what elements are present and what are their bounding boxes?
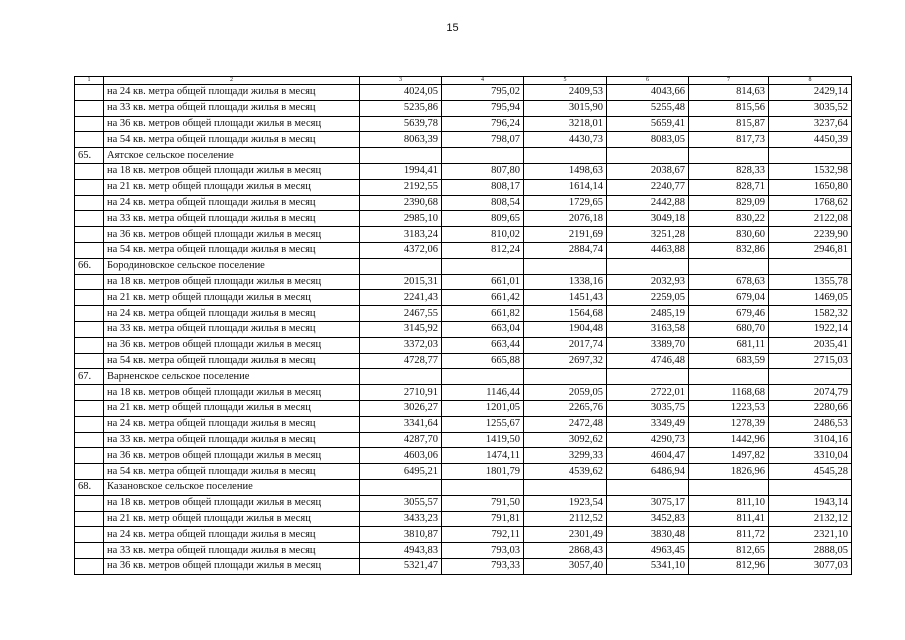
value-cell-col-5: 2076,18 — [524, 211, 607, 227]
value-cell-col-8: 1922,14 — [769, 321, 852, 337]
value-cell-col-5: 2059,05 — [524, 385, 607, 401]
area-norm-label: на 21 кв. метр общей площади жилья в месяц — [104, 179, 360, 195]
row-number — [75, 511, 104, 527]
value-cell-col-6: 6486,94 — [607, 464, 689, 480]
value-cell-col-7: 1278,39 — [689, 416, 769, 432]
area-norm-label: на 36 кв. метров общей площади жилья в месяц — [104, 116, 360, 132]
value-cell-col-6: 5255,48 — [607, 100, 689, 116]
value-cell-col-7 — [689, 479, 769, 495]
value-cell-col-3: 4728,77 — [360, 353, 442, 369]
value-cell-col-6: 3251,28 — [607, 227, 689, 243]
value-cell-col-7: 683,59 — [689, 353, 769, 369]
value-cell-col-3: 3183,24 — [360, 227, 442, 243]
row-number — [75, 432, 104, 448]
value-cell-col-8: 2132,12 — [769, 511, 852, 527]
value-cell-col-7: 811,72 — [689, 527, 769, 543]
value-cell-col-3: 4603,06 — [360, 448, 442, 464]
value-cell-col-7: 1168,68 — [689, 385, 769, 401]
row-number: 66. — [75, 258, 104, 274]
value-cell-col-6: 4290,73 — [607, 432, 689, 448]
table-row — [75, 242, 852, 258]
tariff-table — [74, 76, 852, 575]
value-cell-col-3: 2241,43 — [360, 290, 442, 306]
row-number — [75, 163, 104, 179]
area-norm-label: на 24 кв. метра общей площади жилья в месяц — [104, 306, 360, 322]
value-cell-col-4: 1801,79 — [442, 464, 524, 480]
value-cell-col-7: 829,09 — [689, 195, 769, 211]
value-cell-col-5: 1904,48 — [524, 321, 607, 337]
row-number — [75, 416, 104, 432]
row-number — [75, 495, 104, 511]
settlement-name: Аятское сельское поселение — [104, 148, 360, 164]
value-cell-col-5: 2017,74 — [524, 337, 607, 353]
value-cell-col-6: 4043,66 — [607, 85, 689, 101]
value-cell-col-5: 4539,62 — [524, 464, 607, 480]
value-cell-col-7: 814,63 — [689, 85, 769, 101]
value-cell-col-4: 1419,50 — [442, 432, 524, 448]
value-cell-col-3: 3145,92 — [360, 321, 442, 337]
value-cell-col-4: 661,82 — [442, 306, 524, 322]
row-number — [75, 448, 104, 464]
value-cell-col-4: 1255,67 — [442, 416, 524, 432]
value-cell-col-8: 1650,80 — [769, 179, 852, 195]
value-cell-col-3: 2985,10 — [360, 211, 442, 227]
row-number: 68. — [75, 479, 104, 495]
value-cell-col-7 — [689, 258, 769, 274]
settlement-name: Казановское сельское поселение — [104, 479, 360, 495]
value-cell-col-6: 4963,45 — [607, 543, 689, 559]
area-norm-label: на 24 кв. метра общей площади жилья в месяц — [104, 195, 360, 211]
value-cell-col-8: 1582,32 — [769, 306, 852, 322]
value-cell-col-4: 663,44 — [442, 337, 524, 353]
value-cell-col-6: 5659,41 — [607, 116, 689, 132]
table-row — [75, 179, 852, 195]
column-number: 7 — [689, 77, 769, 85]
value-cell-col-5 — [524, 369, 607, 385]
value-cell-col-3: 4024,05 — [360, 85, 442, 101]
row-number — [75, 116, 104, 132]
value-cell-col-6: 3452,83 — [607, 511, 689, 527]
table-row — [75, 100, 852, 116]
table-row — [75, 495, 852, 511]
row-number: 67. — [75, 369, 104, 385]
area-norm-label: на 24 кв. метра общей площади жилья в месяц — [104, 416, 360, 432]
value-cell-col-7: 679,46 — [689, 306, 769, 322]
value-cell-col-3: 3055,57 — [360, 495, 442, 511]
value-cell-col-4: 791,50 — [442, 495, 524, 511]
value-cell-col-8: 2486,53 — [769, 416, 852, 432]
value-cell-col-8: 4545,28 — [769, 464, 852, 480]
table-row — [75, 511, 852, 527]
value-cell-col-6: 8083,05 — [607, 132, 689, 148]
value-cell-col-4: 1201,05 — [442, 400, 524, 416]
value-cell-col-5: 2884,74 — [524, 242, 607, 258]
area-norm-label: на 54 кв. метра общей площади жилья в месяц — [104, 132, 360, 148]
value-cell-col-3 — [360, 148, 442, 164]
area-norm-label: на 18 кв. метров общей площади жилья в месяц — [104, 163, 360, 179]
value-cell-col-6 — [607, 258, 689, 274]
value-cell-col-5 — [524, 258, 607, 274]
row-number — [75, 337, 104, 353]
value-cell-col-5 — [524, 148, 607, 164]
row-number — [75, 179, 104, 195]
value-cell-col-4 — [442, 148, 524, 164]
value-cell-col-6 — [607, 369, 689, 385]
table-row — [75, 321, 852, 337]
column-number: 2 — [104, 77, 360, 85]
value-cell-col-6: 2722,01 — [607, 385, 689, 401]
value-cell-col-5: 3218,01 — [524, 116, 607, 132]
column-number: 4 — [442, 77, 524, 85]
value-cell-col-8: 2239,90 — [769, 227, 852, 243]
value-cell-col-3: 4372,06 — [360, 242, 442, 258]
value-cell-col-4: 798,07 — [442, 132, 524, 148]
value-cell-col-5: 1564,68 — [524, 306, 607, 322]
value-cell-col-4: 791,81 — [442, 511, 524, 527]
value-cell-col-7: 830,60 — [689, 227, 769, 243]
value-cell-col-4 — [442, 258, 524, 274]
value-cell-col-5: 1729,65 — [524, 195, 607, 211]
area-norm-label: на 24 кв. метра общей площади жилья в месяц — [104, 527, 360, 543]
table-row — [75, 527, 852, 543]
value-cell-col-6: 3049,18 — [607, 211, 689, 227]
value-cell-col-3: 4287,70 — [360, 432, 442, 448]
area-norm-label: на 33 кв. метра общей площади жилья в месяц — [104, 432, 360, 448]
table-row — [75, 464, 852, 480]
value-cell-col-8: 2946,81 — [769, 242, 852, 258]
row-number: 65. — [75, 148, 104, 164]
value-cell-col-8: 3237,64 — [769, 116, 852, 132]
value-cell-col-7: 678,63 — [689, 274, 769, 290]
value-cell-col-8 — [769, 479, 852, 495]
settlement-name: Бородиновское сельское поселение — [104, 258, 360, 274]
value-cell-col-3 — [360, 479, 442, 495]
value-cell-col-7: 830,22 — [689, 211, 769, 227]
value-cell-col-7: 1497,82 — [689, 448, 769, 464]
value-cell-col-5: 3092,62 — [524, 432, 607, 448]
value-cell-col-8: 1768,62 — [769, 195, 852, 211]
row-number — [75, 527, 104, 543]
value-cell-col-6: 3389,70 — [607, 337, 689, 353]
table-row — [75, 448, 852, 464]
value-cell-col-8: 2888,05 — [769, 543, 852, 559]
row-number — [75, 321, 104, 337]
page-number: 15 — [446, 22, 459, 34]
table-row — [75, 195, 852, 211]
value-cell-col-6: 2032,93 — [607, 274, 689, 290]
value-cell-col-4: 812,24 — [442, 242, 524, 258]
value-cell-col-8 — [769, 148, 852, 164]
table-row — [75, 337, 852, 353]
table-row — [75, 85, 852, 101]
column-number: 5 — [524, 77, 607, 85]
value-cell-col-6: 4604,47 — [607, 448, 689, 464]
value-cell-col-8 — [769, 258, 852, 274]
value-cell-col-5: 1923,54 — [524, 495, 607, 511]
value-cell-col-3: 5639,78 — [360, 116, 442, 132]
value-cell-col-8: 1532,98 — [769, 163, 852, 179]
value-cell-col-7 — [689, 148, 769, 164]
row-number — [75, 211, 104, 227]
row-number — [75, 100, 104, 116]
area-norm-label: на 21 кв. метр общей площади жилья в месяц — [104, 511, 360, 527]
table-row — [75, 132, 852, 148]
table-row — [75, 385, 852, 401]
value-cell-col-5: 2301,49 — [524, 527, 607, 543]
value-cell-col-6: 2442,88 — [607, 195, 689, 211]
area-norm-label: на 33 кв. метра общей площади жилья в месяц — [104, 100, 360, 116]
section-row — [75, 369, 852, 385]
value-cell-col-7 — [689, 369, 769, 385]
table-row — [75, 163, 852, 179]
value-cell-col-3: 4943,83 — [360, 543, 442, 559]
value-cell-col-6: 2038,67 — [607, 163, 689, 179]
value-cell-col-7: 812,65 — [689, 543, 769, 559]
value-cell-col-7: 679,04 — [689, 290, 769, 306]
value-cell-col-6: 3349,49 — [607, 416, 689, 432]
value-cell-col-8: 3104,16 — [769, 432, 852, 448]
column-number-row — [75, 77, 852, 85]
area-norm-label: на 33 кв. метра общей площади жилья в месяц — [104, 321, 360, 337]
area-norm-label: на 36 кв. метров общей площади жилья в месяц — [104, 558, 360, 574]
value-cell-col-5: 1338,16 — [524, 274, 607, 290]
value-cell-col-8: 2321,10 — [769, 527, 852, 543]
value-cell-col-5: 4430,73 — [524, 132, 607, 148]
column-number: 6 — [607, 77, 689, 85]
value-cell-col-4: 807,80 — [442, 163, 524, 179]
table-row — [75, 353, 852, 369]
table-row — [75, 306, 852, 322]
value-cell-col-3 — [360, 258, 442, 274]
value-cell-col-8: 3035,52 — [769, 100, 852, 116]
value-cell-col-4: 808,54 — [442, 195, 524, 211]
table-row — [75, 227, 852, 243]
value-cell-col-6: 5341,10 — [607, 558, 689, 574]
value-cell-col-3: 2710,91 — [360, 385, 442, 401]
value-cell-col-6: 2485,19 — [607, 306, 689, 322]
row-number — [75, 558, 104, 574]
area-norm-label: на 36 кв. метров общей площади жилья в месяц — [104, 448, 360, 464]
row-number — [75, 353, 104, 369]
row-number — [75, 85, 104, 101]
value-cell-col-3: 3372,03 — [360, 337, 442, 353]
value-cell-col-8: 2280,66 — [769, 400, 852, 416]
value-cell-col-8: 1943,14 — [769, 495, 852, 511]
table-row — [75, 558, 852, 574]
value-cell-col-4 — [442, 479, 524, 495]
value-cell-col-8: 1469,05 — [769, 290, 852, 306]
area-norm-label: на 21 кв. метр общей площади жилья в месяц — [104, 290, 360, 306]
value-cell-col-3: 1994,41 — [360, 163, 442, 179]
value-cell-col-6 — [607, 148, 689, 164]
value-cell-col-3: 8063,39 — [360, 132, 442, 148]
section-row — [75, 148, 852, 164]
value-cell-col-5: 2472,48 — [524, 416, 607, 432]
row-number — [75, 227, 104, 243]
value-cell-col-3: 3433,23 — [360, 511, 442, 527]
value-cell-col-7: 1826,96 — [689, 464, 769, 480]
area-norm-label: на 33 кв. метра общей площади жилья в месяц — [104, 543, 360, 559]
value-cell-col-5: 2191,69 — [524, 227, 607, 243]
value-cell-col-6: 3163,58 — [607, 321, 689, 337]
value-cell-col-6: 4746,48 — [607, 353, 689, 369]
value-cell-col-8: 2122,08 — [769, 211, 852, 227]
value-cell-col-8: 1355,78 — [769, 274, 852, 290]
table-row — [75, 543, 852, 559]
value-cell-col-5: 3057,40 — [524, 558, 607, 574]
row-number — [75, 464, 104, 480]
value-cell-col-5: 2265,76 — [524, 400, 607, 416]
table-row — [75, 290, 852, 306]
column-number: 1 — [75, 77, 104, 85]
row-number — [75, 132, 104, 148]
area-norm-label: на 24 кв. метра общей площади жилья в месяц — [104, 85, 360, 101]
value-cell-col-7: 811,10 — [689, 495, 769, 511]
column-number: 3 — [360, 77, 442, 85]
row-number — [75, 306, 104, 322]
table-row — [75, 116, 852, 132]
value-cell-col-7: 812,96 — [689, 558, 769, 574]
area-norm-label: на 33 кв. метра общей площади жилья в месяц — [104, 211, 360, 227]
value-cell-col-4: 795,94 — [442, 100, 524, 116]
table-row — [75, 416, 852, 432]
area-norm-label: на 54 кв. метра общей площади жилья в месяц — [104, 464, 360, 480]
row-number — [75, 242, 104, 258]
value-cell-col-6: 4463,88 — [607, 242, 689, 258]
value-cell-col-4: 810,02 — [442, 227, 524, 243]
value-cell-col-3: 5235,86 — [360, 100, 442, 116]
value-cell-col-5: 1451,43 — [524, 290, 607, 306]
area-norm-label: на 18 кв. метров общей площади жилья в месяц — [104, 495, 360, 511]
value-cell-col-5: 2112,52 — [524, 511, 607, 527]
area-norm-label: на 36 кв. метров общей площади жилья в месяц — [104, 337, 360, 353]
value-cell-col-5: 2697,32 — [524, 353, 607, 369]
value-cell-col-7: 828,33 — [689, 163, 769, 179]
column-number: 8 — [769, 77, 852, 85]
value-cell-col-8: 3077,03 — [769, 558, 852, 574]
value-cell-col-7: 832,86 — [689, 242, 769, 258]
value-cell-col-3: 2390,68 — [360, 195, 442, 211]
value-cell-col-3: 3341,64 — [360, 416, 442, 432]
value-cell-col-4: 795,02 — [442, 85, 524, 101]
value-cell-col-5: 3299,33 — [524, 448, 607, 464]
area-norm-label: на 18 кв. метров общей площади жилья в месяц — [104, 274, 360, 290]
value-cell-col-4: 661,42 — [442, 290, 524, 306]
value-cell-col-7: 811,41 — [689, 511, 769, 527]
value-cell-col-7: 815,56 — [689, 100, 769, 116]
value-cell-col-3: 5321,47 — [360, 558, 442, 574]
value-cell-col-4: 665,88 — [442, 353, 524, 369]
row-number — [75, 274, 104, 290]
value-cell-col-4 — [442, 369, 524, 385]
settlement-name: Варненское сельское поселение — [104, 369, 360, 385]
value-cell-col-6: 3830,48 — [607, 527, 689, 543]
table-row — [75, 432, 852, 448]
value-cell-col-4: 796,24 — [442, 116, 524, 132]
value-cell-col-8: 2715,03 — [769, 353, 852, 369]
value-cell-col-5: 2868,43 — [524, 543, 607, 559]
row-number — [75, 400, 104, 416]
value-cell-col-6 — [607, 479, 689, 495]
value-cell-col-4: 1474,11 — [442, 448, 524, 464]
value-cell-col-5: 1614,14 — [524, 179, 607, 195]
value-cell-col-3: 3026,27 — [360, 400, 442, 416]
table-body — [75, 77, 852, 575]
area-norm-label: на 18 кв. метров общей площади жилья в месяц — [104, 385, 360, 401]
value-cell-col-7: 680,70 — [689, 321, 769, 337]
value-cell-col-8 — [769, 369, 852, 385]
value-cell-col-4: 663,04 — [442, 321, 524, 337]
value-cell-col-8: 2074,79 — [769, 385, 852, 401]
area-norm-label: на 36 кв. метров общей площади жилья в месяц — [104, 227, 360, 243]
row-number — [75, 290, 104, 306]
row-number — [75, 195, 104, 211]
value-cell-col-5: 2409,53 — [524, 85, 607, 101]
value-cell-col-6: 3075,17 — [607, 495, 689, 511]
value-cell-col-4: 1146,44 — [442, 385, 524, 401]
value-cell-col-3 — [360, 369, 442, 385]
value-cell-col-4: 809,65 — [442, 211, 524, 227]
value-cell-col-3: 2467,55 — [360, 306, 442, 322]
value-cell-col-5: 1498,63 — [524, 163, 607, 179]
value-cell-col-6: 2259,05 — [607, 290, 689, 306]
table-row — [75, 274, 852, 290]
value-cell-col-7: 815,87 — [689, 116, 769, 132]
section-row — [75, 479, 852, 495]
section-row — [75, 258, 852, 274]
value-cell-col-4: 661,01 — [442, 274, 524, 290]
value-cell-col-3: 2192,55 — [360, 179, 442, 195]
area-norm-label: на 54 кв. метра общей площади жилья в месяц — [104, 242, 360, 258]
table-row — [75, 211, 852, 227]
value-cell-col-8: 2429,14 — [769, 85, 852, 101]
area-norm-label: на 54 кв. метра общей площади жилья в месяц — [104, 353, 360, 369]
value-cell-col-4: 808,17 — [442, 179, 524, 195]
value-cell-col-7: 1442,96 — [689, 432, 769, 448]
value-cell-col-7: 681,11 — [689, 337, 769, 353]
value-cell-col-4: 792,11 — [442, 527, 524, 543]
value-cell-col-5: 3015,90 — [524, 100, 607, 116]
table-row — [75, 400, 852, 416]
row-number — [75, 385, 104, 401]
value-cell-col-5 — [524, 479, 607, 495]
row-number — [75, 543, 104, 559]
value-cell-col-8: 2035,41 — [769, 337, 852, 353]
value-cell-col-4: 793,33 — [442, 558, 524, 574]
value-cell-col-3: 2015,31 — [360, 274, 442, 290]
area-norm-label: на 21 кв. метр общей площади жилья в месяц — [104, 400, 360, 416]
value-cell-col-6: 3035,75 — [607, 400, 689, 416]
value-cell-col-8: 3310,04 — [769, 448, 852, 464]
value-cell-col-6: 2240,77 — [607, 179, 689, 195]
value-cell-col-4: 793,03 — [442, 543, 524, 559]
value-cell-col-8: 4450,39 — [769, 132, 852, 148]
value-cell-col-7: 1223,53 — [689, 400, 769, 416]
value-cell-col-3: 3810,87 — [360, 527, 442, 543]
value-cell-col-7: 828,71 — [689, 179, 769, 195]
value-cell-col-7: 817,73 — [689, 132, 769, 148]
value-cell-col-3: 6495,21 — [360, 464, 442, 480]
